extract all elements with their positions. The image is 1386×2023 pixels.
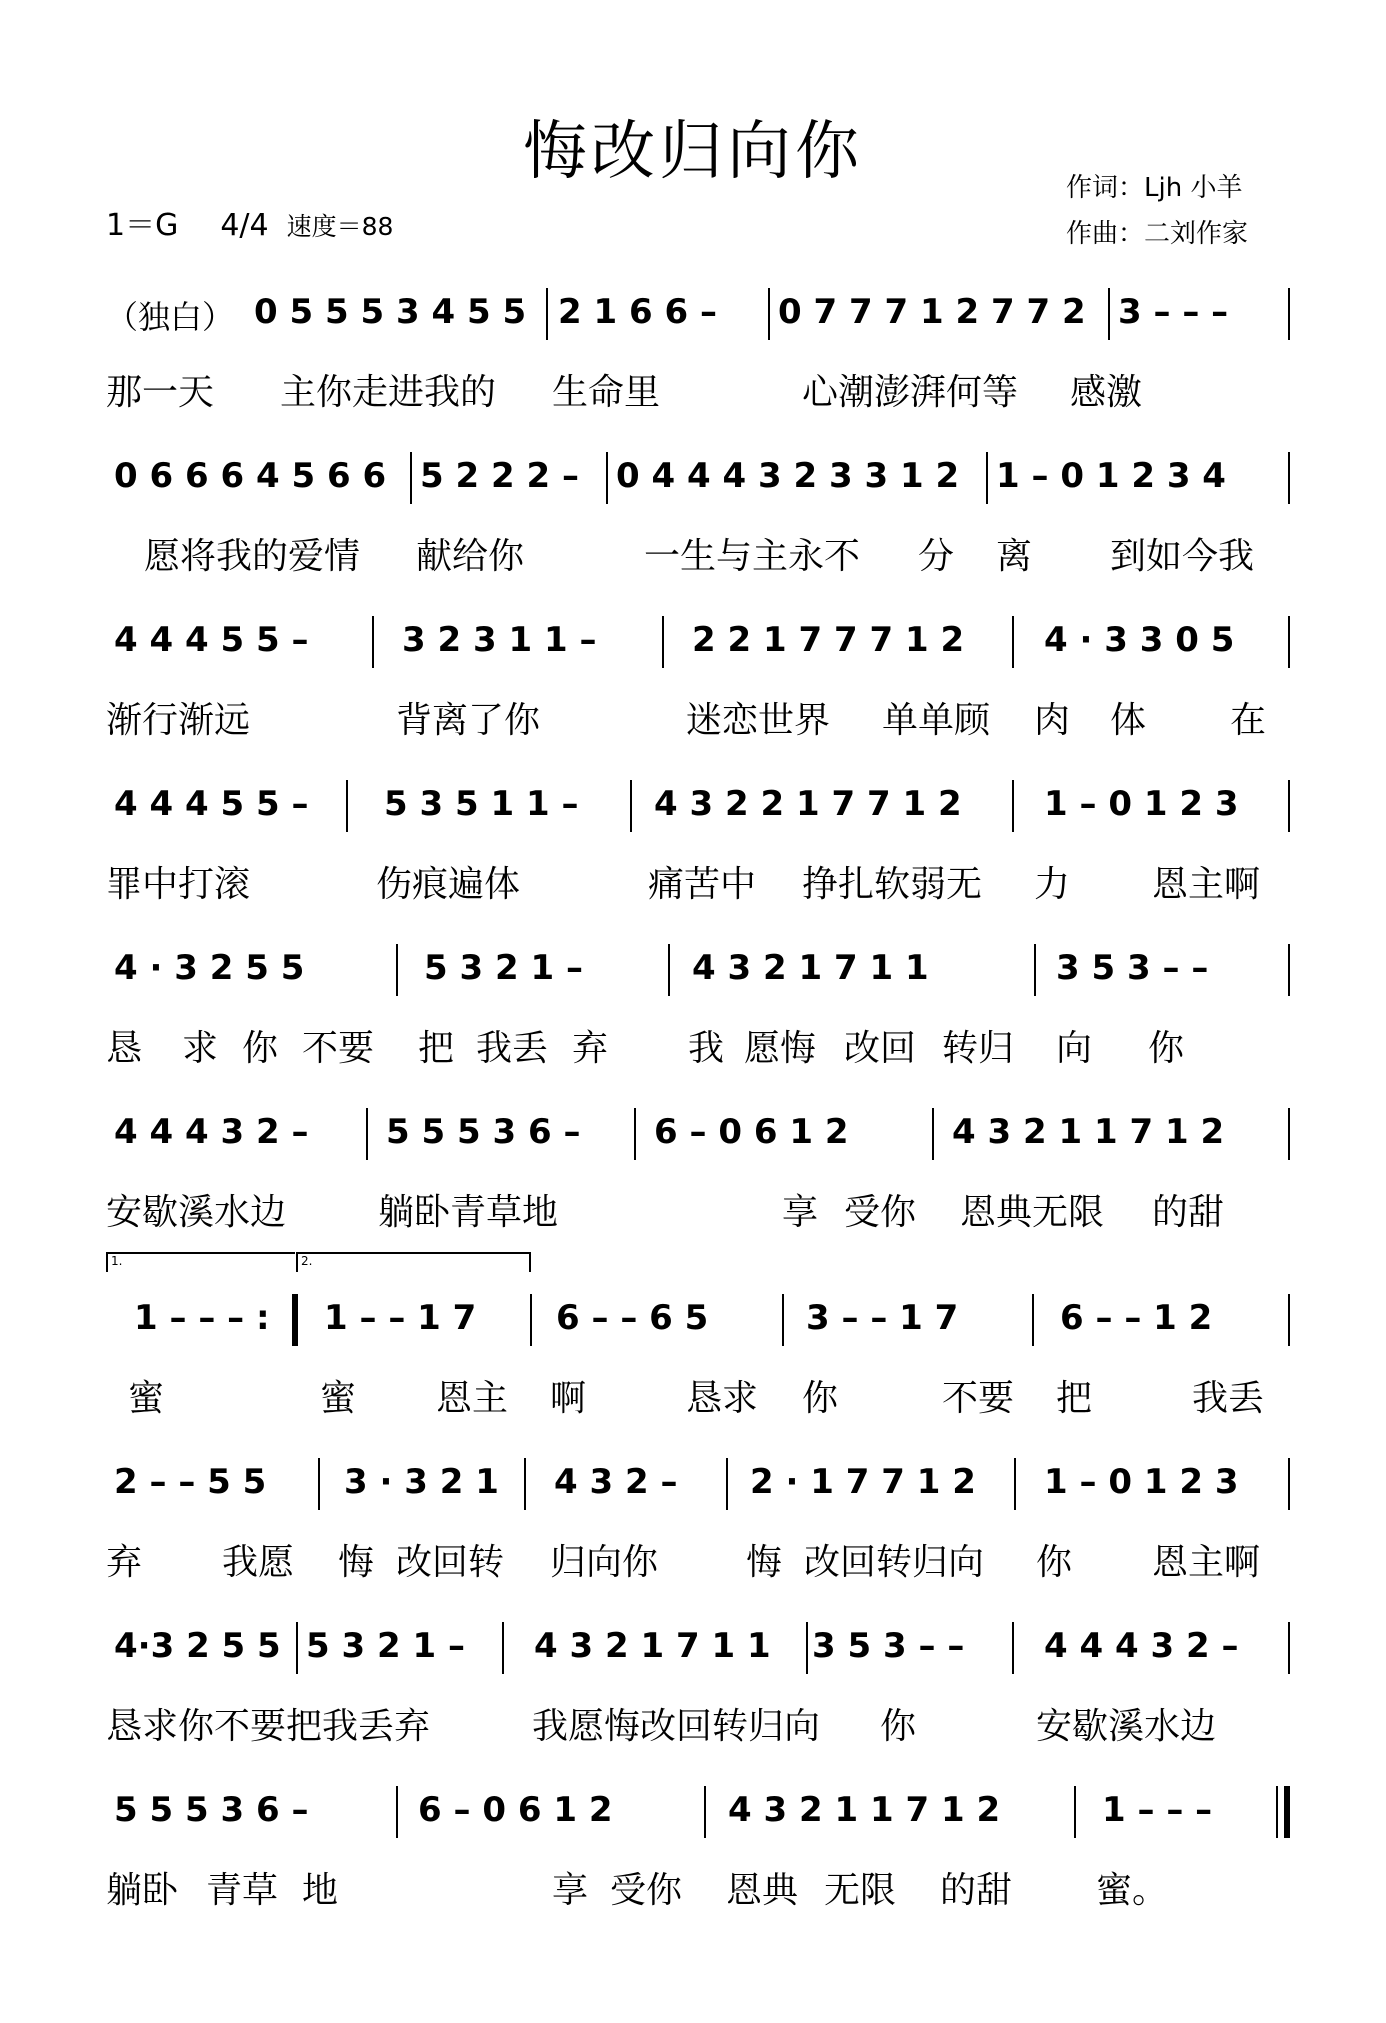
lyric: 蜜。 <box>1096 1870 1169 1911</box>
measure: 3 · 3 2 1 <box>344 1462 499 1502</box>
score-line-6 <box>106 1112 1290 1272</box>
lyric: 恳求你不要把我丢弃 <box>106 1706 431 1747</box>
measure: 5 5 5 3 6 – <box>114 1790 309 1830</box>
barline <box>630 780 632 832</box>
lyric: 感激 <box>1070 372 1143 413</box>
barline <box>1012 780 1014 832</box>
measure: 4 · 3 2 5 5 <box>114 948 305 988</box>
tempo: 速度＝88 <box>286 212 394 241</box>
notes-row <box>106 456 1290 512</box>
measure: 5 3 2 1 – <box>424 948 583 988</box>
lyricist-credit: 作词：Ljh 小羊 <box>1066 173 1243 203</box>
notes-row <box>106 292 1290 348</box>
measure: 1 – 0 1 2 3 4 <box>996 456 1226 496</box>
notes-row <box>106 1790 1290 1846</box>
lyric: 挣扎软弱无 <box>802 864 983 905</box>
barline <box>1288 1458 1290 1510</box>
score-line-10 <box>106 1790 1290 1950</box>
volta-1: 1. <box>106 1252 295 1272</box>
measure: 4 3 2 1 1 7 1 2 <box>952 1112 1225 1152</box>
score-line-8 <box>106 1462 1290 1622</box>
measure: 4 3 2 2 1 7 7 1 2 <box>654 784 962 824</box>
lyric: 弃 <box>106 1542 143 1583</box>
measure: 0 5 5 5 3 4 5 5 <box>254 292 527 332</box>
lyric: 到如今我 <box>1110 536 1255 577</box>
time-signature: 4/4 <box>220 208 269 243</box>
lyrics-row <box>106 1020 1290 1070</box>
measure: 4 4 4 3 2 – <box>1044 1626 1239 1666</box>
lyric: 一生与主永不 <box>644 536 861 577</box>
lyric: 改回 <box>844 1028 917 1069</box>
measure: 4 3 2 – <box>554 1462 678 1502</box>
measure: 1 – – 1 7 <box>324 1298 477 1338</box>
lyric: 安歇溪水边 <box>106 1192 287 1233</box>
barline <box>296 1622 298 1674</box>
barline <box>1034 944 1036 996</box>
lyric: 愿悔 <box>744 1028 817 1069</box>
notes-row <box>106 784 1290 840</box>
measure: 1 – 0 1 2 3 <box>1044 784 1239 824</box>
barline <box>806 1622 808 1674</box>
lyric: 我 <box>688 1028 725 1069</box>
lyric: 迷恋世界 <box>686 700 831 741</box>
key-signature: 1＝G <box>106 208 179 243</box>
measure: 4 3 2 1 7 1 1 <box>534 1626 771 1666</box>
measure: 3 5 3 – – <box>1056 948 1209 988</box>
barline <box>318 1458 320 1510</box>
lyric: 心潮澎湃何等 <box>802 372 1019 413</box>
lyric: 无限 <box>824 1870 897 1911</box>
lyric: 恩典 <box>726 1870 799 1911</box>
barline <box>1288 1622 1290 1674</box>
final-barline-thick <box>1284 1786 1290 1838</box>
score-line-9 <box>106 1626 1290 1786</box>
barline <box>704 1786 706 1838</box>
barline <box>1288 452 1290 504</box>
measure: 0 6 6 6 4 5 6 6 <box>114 456 387 496</box>
lyric: 的甜 <box>940 1870 1013 1911</box>
notes-row <box>106 1298 1290 1354</box>
lyrics-row <box>106 1534 1290 1584</box>
lyric: 把 <box>418 1028 455 1069</box>
barline <box>396 1786 398 1838</box>
measure: 6 – – 6 5 <box>556 1298 709 1338</box>
lyric: 求 <box>182 1028 219 1069</box>
measure: 5 3 5 1 1 – <box>384 784 579 824</box>
measure: 1 – – – <box>1102 1790 1213 1830</box>
lyric: 单单顾 <box>882 700 991 741</box>
barline <box>1288 1108 1290 1160</box>
barline <box>1012 616 1014 668</box>
lyric: 分 <box>918 536 955 577</box>
measure: 3 – – – <box>1118 292 1229 332</box>
lyric: 恩主 <box>436 1378 509 1419</box>
measure: 0 7 7 7 1 2 7 7 2 <box>778 292 1086 332</box>
measure: 3 5 3 – – <box>812 1626 965 1666</box>
lyric: 归向你 <box>550 1542 659 1583</box>
lyric: 享 <box>782 1192 819 1233</box>
barline <box>782 1294 784 1346</box>
measure: 6 – – 1 2 <box>1060 1298 1213 1338</box>
barline <box>1108 288 1110 340</box>
barline <box>366 1108 368 1160</box>
lyrics-row <box>106 1698 1290 1748</box>
lyric: 躺卧青草地 <box>378 1192 559 1233</box>
measure: 2 1 6 6 – <box>558 292 717 332</box>
end-repeat-barline <box>292 1294 298 1346</box>
lyric: 转归 <box>942 1028 1015 1069</box>
measure: 4 3 2 1 1 7 1 2 <box>728 1790 1001 1830</box>
barline <box>1288 1294 1290 1346</box>
notes-row <box>106 1626 1290 1682</box>
lyrics-row <box>106 1862 1290 1912</box>
measure: 4 3 2 1 7 1 1 <box>692 948 929 988</box>
lyric: 受你 <box>610 1870 683 1911</box>
lyrics-row <box>106 1184 1290 1234</box>
notes-row <box>106 620 1290 676</box>
measure: 0 4 4 4 3 2 3 3 1 2 <box>616 456 960 496</box>
measure: 5 2 2 2 – <box>420 456 579 496</box>
lyric: 恩主啊 <box>1152 1542 1261 1583</box>
barline <box>346 780 348 832</box>
lyric: 生命里 <box>552 372 661 413</box>
lyric: 悔 <box>338 1542 375 1583</box>
barline <box>372 616 374 668</box>
lyric: 那一天 <box>106 372 215 413</box>
notes-row <box>106 1112 1290 1168</box>
credits <box>1066 165 1248 257</box>
lyric: 改回转 <box>396 1542 505 1583</box>
measure: 4 4 4 3 2 – <box>114 1112 309 1152</box>
lyric: 你 <box>802 1378 839 1419</box>
lyric: 渐行渐远 <box>106 700 251 741</box>
measure: 6 – 0 6 1 2 <box>418 1790 613 1830</box>
measure: 1 – – – : <box>134 1298 270 1338</box>
lyric: 不要 <box>942 1378 1015 1419</box>
score-line-5 <box>106 948 1290 1108</box>
lyric: 你 <box>242 1028 279 1069</box>
measure: 4 · 3 3 0 5 <box>1044 620 1235 660</box>
lyric: 愿将我的爱情 <box>144 536 361 577</box>
lyric: 安歇溪水边 <box>1036 1706 1217 1747</box>
lyric: 你 <box>1036 1542 1073 1583</box>
barline <box>1288 616 1290 668</box>
measure: 3 – – 1 7 <box>806 1298 959 1338</box>
barline <box>410 452 412 504</box>
barline <box>1288 780 1290 832</box>
barline <box>662 616 664 668</box>
lyrics-row <box>106 1370 1290 1420</box>
barline <box>768 288 770 340</box>
lyric: 受你 <box>844 1192 917 1233</box>
lyric: 地 <box>302 1870 339 1911</box>
lyric: 蜜 <box>320 1378 357 1419</box>
lyric: 我丢 <box>476 1028 549 1069</box>
volta-2: 2. <box>296 1252 531 1272</box>
lyric: 享 <box>552 1870 589 1911</box>
intro-mark: （独白） <box>106 298 235 336</box>
barline <box>502 1622 504 1674</box>
measure: 4 4 4 5 5 – <box>114 784 309 824</box>
lyric: 离 <box>996 536 1033 577</box>
score-line-2 <box>106 456 1290 616</box>
lyric: 不要 <box>302 1028 375 1069</box>
barline <box>524 1458 526 1510</box>
song-title: 悔改归向你 <box>523 115 863 189</box>
lyric: 我丢 <box>1192 1378 1265 1419</box>
score-line-4 <box>106 784 1290 944</box>
lyric: 体 <box>1110 700 1147 741</box>
lyric: 恩典无限 <box>960 1192 1105 1233</box>
barline <box>634 1108 636 1160</box>
barline <box>1288 288 1290 340</box>
measure: 2 – – 5 5 <box>114 1462 267 1502</box>
lyric: 罪中打滚 <box>106 864 251 905</box>
barline <box>530 1294 532 1346</box>
barline <box>726 1458 728 1510</box>
lyric: 的甜 <box>1152 1192 1225 1233</box>
key-signature-line <box>106 200 393 244</box>
measure: 5 3 2 1 – <box>306 1626 465 1666</box>
lyric: 你 <box>1148 1028 1185 1069</box>
lyric: 背离了你 <box>396 700 541 741</box>
barline <box>606 452 608 504</box>
lyric: 啊 <box>550 1378 587 1419</box>
lyric: 恩主啊 <box>1152 864 1261 905</box>
lyric: 伤痕遍体 <box>376 864 521 905</box>
final-barline-thin <box>1276 1786 1278 1838</box>
notes-row <box>106 1462 1290 1518</box>
lyric: 痛苦中 <box>648 864 757 905</box>
barline <box>546 288 548 340</box>
measure: 5 5 5 3 6 – <box>386 1112 581 1152</box>
measure: 4 4 4 5 5 – <box>114 620 309 660</box>
lyrics-row <box>106 364 1290 414</box>
barline <box>1032 1294 1034 1346</box>
barline <box>1074 1786 1076 1838</box>
lyric: 主你走进我的 <box>280 372 497 413</box>
measure: 4·3 2 5 5 <box>114 1626 281 1666</box>
lyric: 躺卧 <box>106 1870 179 1911</box>
lyric: 我愿 <box>222 1542 295 1583</box>
lyrics-row <box>106 528 1290 578</box>
lyric: 恳 <box>106 1028 143 1069</box>
barline <box>1288 944 1290 996</box>
lyric: 弃 <box>572 1028 609 1069</box>
lyric: 青草 <box>206 1870 279 1911</box>
barline <box>932 1108 934 1160</box>
lyric: 你 <box>880 1706 917 1747</box>
lyric: 蜜 <box>128 1378 165 1419</box>
lyric: 改回转归向 <box>804 1542 985 1583</box>
lyric: 献给你 <box>416 536 525 577</box>
barline <box>1014 1458 1016 1510</box>
score-line-1 <box>106 292 1290 452</box>
barline <box>396 944 398 996</box>
measure: 2 2 1 7 7 7 1 2 <box>692 620 965 660</box>
measure: 6 – 0 6 1 2 <box>654 1112 849 1152</box>
barline <box>1012 1622 1014 1674</box>
composer-credit: 作曲：二刘作家 <box>1066 219 1249 249</box>
barline <box>986 452 988 504</box>
lyric: 恳求 <box>686 1378 759 1419</box>
lyric: 力 <box>1034 864 1071 905</box>
lyrics-row <box>106 692 1290 742</box>
barline <box>668 944 670 996</box>
lyrics-row <box>106 856 1290 906</box>
measure: 2 · 1 7 7 1 2 <box>750 1462 976 1502</box>
measure: 3 2 3 1 1 – <box>402 620 597 660</box>
lyric: 在 <box>1230 700 1267 741</box>
measure: 1 – 0 1 2 3 <box>1044 1462 1239 1502</box>
lyric: 向 <box>1056 1028 1093 1069</box>
lyric: 肉 <box>1034 700 1071 741</box>
lyric: 悔 <box>746 1542 783 1583</box>
score-line-3 <box>106 620 1290 780</box>
score-line-7 <box>106 1298 1290 1458</box>
lyric: 我愿悔改回转归向 <box>532 1706 821 1747</box>
notes-row <box>106 948 1290 1004</box>
lyric: 把 <box>1056 1378 1093 1419</box>
